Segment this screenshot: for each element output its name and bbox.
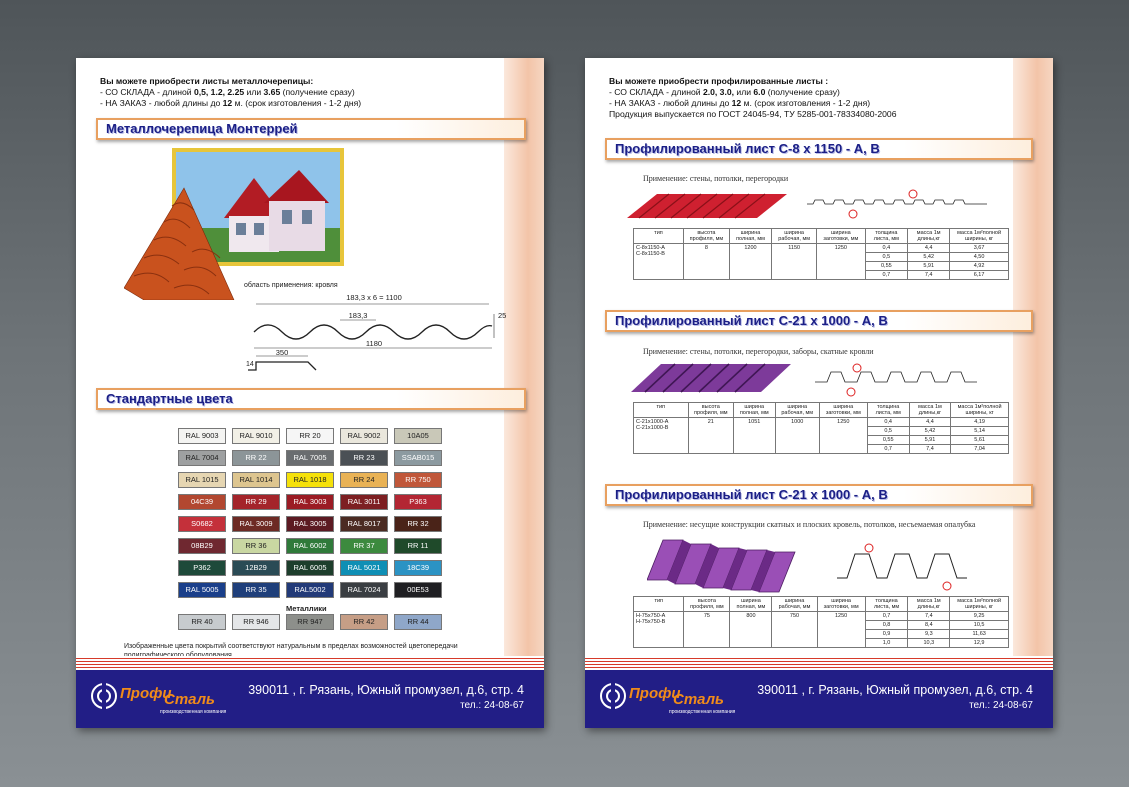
- table-header-cell: тип: [634, 403, 689, 418]
- table-cell: 3,67: [950, 244, 1009, 253]
- table-header-cell: масса 1м длины,кг: [909, 403, 950, 418]
- color-swatch: P363: [394, 494, 442, 510]
- color-swatch: RAL 7024: [340, 582, 388, 598]
- table-cell-types: С-8х1150-А С-8х1150-В: [634, 244, 684, 280]
- color-swatch: 08B29: [178, 538, 226, 554]
- color-swatch: RAL 7005: [286, 450, 334, 466]
- dim-height: 25: [498, 311, 507, 320]
- dim-width: 1180: [365, 339, 383, 348]
- colors-title: Стандартные цвета: [106, 391, 233, 406]
- color-swatch: RR 40: [178, 614, 226, 630]
- color-swatch: RR 32: [394, 516, 442, 532]
- logo-word-b: Сталь: [673, 691, 724, 708]
- color-swatch: RR 750: [394, 472, 442, 488]
- table-row: [634, 612, 1009, 621]
- table-cell: 9,25: [950, 612, 1009, 621]
- table-cell-full: 1200: [729, 244, 771, 280]
- color-swatch: RAL 3003: [286, 494, 334, 510]
- table-header-cell: масса 1м²полной ширины, кг: [950, 597, 1009, 612]
- dim-pitch: 183,3: [348, 311, 368, 320]
- table-row: [634, 418, 1009, 427]
- table-header-row: [634, 597, 1009, 612]
- product-3-sheet-illustration: [647, 532, 1007, 596]
- table-cell: 1,0: [865, 639, 908, 648]
- table-header-cell: тип: [634, 229, 684, 244]
- table-cell-height: 21: [688, 418, 733, 454]
- color-swatch: RR 42: [340, 614, 388, 630]
- table-header-cell: ширина заготовки, мм: [819, 403, 867, 418]
- table-cell: 0,9: [865, 630, 908, 639]
- product-1-title: Профилированный лист С-8 х 1150 - А, В: [615, 141, 880, 156]
- product-3-title: Профилированный лист С-21 х 1000 - А, В: [615, 487, 888, 502]
- logo-mark-icon: [88, 680, 228, 716]
- left-brochure-page: [76, 58, 544, 728]
- table-cell: 0,4: [867, 418, 909, 427]
- color-swatch: P362: [178, 560, 226, 576]
- table-header-cell: тип: [634, 597, 684, 612]
- table-header-cell: толщина листа, мм: [865, 597, 908, 612]
- table-cell: 5,61: [951, 436, 1009, 445]
- table-header-cell: высота профиля, мм: [683, 229, 729, 244]
- table-header-cell: масса 1м²полной ширины, кг: [950, 229, 1009, 244]
- table-cell-types: С-21х1000-А С-21х1000-В: [634, 418, 689, 454]
- table-cell: 4,4: [908, 244, 950, 253]
- metallics-label: Металлики: [286, 604, 327, 613]
- color-swatch: RAL 9002: [340, 428, 388, 444]
- table-cell: 5,91: [908, 262, 950, 271]
- intro-line3-value: 12: [222, 98, 233, 108]
- table-cell: 0,7: [865, 271, 908, 280]
- table-cell: 5,14: [951, 427, 1009, 436]
- table-header-cell: ширина полная, мм: [730, 597, 772, 612]
- table-cell: 7,4: [908, 271, 950, 280]
- intro-line2-value2: 3.65: [263, 87, 281, 97]
- table-cell: 7,4: [908, 612, 950, 621]
- color-swatch: RAL 7004: [178, 450, 226, 466]
- dim-total: 183,3 x 6 = 1100: [346, 293, 402, 302]
- table-cell: 6,17: [950, 271, 1009, 280]
- table-cell: 8,4: [908, 621, 950, 630]
- application-note: область применения: кровля: [244, 282, 338, 289]
- logo-subtitle: производственная компания: [160, 709, 227, 715]
- company-phone: тел.: 24-08-67: [460, 700, 524, 711]
- color-swatch: RR 44: [394, 614, 442, 630]
- table-cell: 4,50: [950, 253, 1009, 262]
- intro-line1: Вы можете приобрести листы металлочерепицы:: [100, 76, 314, 86]
- color-swatch: RAL5002: [286, 582, 334, 598]
- table-header-cell: ширина рабочая, мм: [772, 597, 817, 612]
- table-cell-blank: 1250: [817, 612, 865, 648]
- color-swatch: RR 24: [340, 472, 388, 488]
- company-logo: [597, 680, 737, 716]
- product-1-spec-table: [633, 228, 1009, 280]
- table-cell-types: Н-75х750-А Н-75х750-В: [634, 612, 684, 648]
- intro-line3-value: 12: [731, 98, 742, 108]
- intro-line2-values: 0,5, 1.2, 2.25: [193, 87, 245, 97]
- color-swatch: 00E53: [394, 582, 442, 598]
- house-photo-illustration: [124, 148, 348, 300]
- product-2-spec-table: [633, 402, 1009, 454]
- intro-line3-prefix: - НА ЗАКАЗ - любой длины до: [609, 98, 732, 108]
- table-header-cell: высота профиля, мм: [684, 597, 730, 612]
- left-footer: [76, 670, 544, 728]
- dim-step: 350: [275, 348, 289, 357]
- color-swatch: RR 29: [232, 494, 280, 510]
- product-1-application: Применение: стены, потолки, перегородки: [643, 174, 789, 183]
- color-swatch: RAL 5005: [178, 582, 226, 598]
- table-cell-work: 1000: [775, 418, 819, 454]
- tile-profile-drawing: [244, 290, 514, 382]
- title-banner-product-3: [605, 484, 1033, 506]
- table-cell: 5,42: [909, 427, 950, 436]
- intro-line2-value2: 6.0: [753, 87, 766, 97]
- company-address: 390011 , г. Рязань, Южный промузел, д.6, стр. 4: [757, 683, 1033, 697]
- product-title: Металлочерепица Монтеррей: [106, 121, 298, 136]
- logo-word-a: Профи: [629, 685, 681, 702]
- color-swatch: RR 23: [340, 450, 388, 466]
- color-swatch: RR 37: [340, 538, 388, 554]
- intro-line2-suffix: (получение сразу): [280, 87, 355, 97]
- intro-line3-suffix: м. (срок изготовления - 1-2 дня): [232, 98, 362, 108]
- logo-mark-icon: [597, 680, 737, 716]
- table-header-cell: толщина листа, мм: [867, 403, 909, 418]
- table-cell: 0,8: [865, 621, 908, 630]
- table-header-row: [634, 403, 1009, 418]
- table-header-row: [634, 229, 1009, 244]
- color-swatch: SSAB015: [394, 450, 442, 466]
- right-brochure-page: [585, 58, 1053, 728]
- intro-line2-values: 2.0, 3.0,: [702, 87, 735, 97]
- company-logo: [88, 680, 228, 716]
- table-cell-blank: 1250: [817, 244, 865, 280]
- intro-line3-suffix: м. (срок изготовления - 1-2 дня): [741, 98, 871, 108]
- table-cell: 9,3: [908, 630, 950, 639]
- table-header-cell: ширина заготовки, мм: [817, 597, 865, 612]
- color-swatch: S0682: [178, 516, 226, 532]
- table-header-cell: масса 1м длины,кг: [908, 229, 950, 244]
- dim-lip: 14: [246, 361, 254, 368]
- table-cell: 4,92: [950, 262, 1009, 271]
- logo-word-b: Сталь: [164, 691, 215, 708]
- table-header-cell: ширина полная, мм: [733, 403, 775, 418]
- color-swatch: RAL 6005: [286, 560, 334, 576]
- company-address: 390011 , г. Рязань, Южный промузел, д.6, стр. 4: [248, 683, 524, 697]
- color-swatch: RAL 1018: [286, 472, 334, 488]
- table-cell: 5,42: [908, 253, 950, 262]
- color-disclaimer: Изображенные цвета покрытий соответствуют натуральным в пределах возможностей цветопередачи: [124, 643, 458, 650]
- color-swatch: RR 947: [286, 614, 334, 630]
- color-swatch: 12B29: [232, 560, 280, 576]
- intro-line2-prefix: - СО СКЛАДА - длиной: [100, 87, 194, 97]
- color-swatch: RAL 9010: [232, 428, 280, 444]
- table-cell: 4,19: [951, 418, 1009, 427]
- color-swatch: RAL 3009: [232, 516, 280, 532]
- intro-line1: Вы можете приобрести профилированные листы :: [609, 76, 829, 86]
- intro-line4: Продукция выпускается по ГОСТ 24045-94, ТУ 5285-001-78334080-2006: [609, 109, 897, 119]
- color-swatch: RAL 1015: [178, 472, 226, 488]
- color-swatch: RAL 1014: [232, 472, 280, 488]
- table-cell-full: 1051: [733, 418, 775, 454]
- company-phone: тел.: 24-08-67: [969, 700, 1033, 711]
- color-swatch: RAL 3011: [340, 494, 388, 510]
- table-header-cell: ширина рабочая, мм: [775, 403, 819, 418]
- title-banner-product-1: [605, 138, 1033, 160]
- table-row: [634, 244, 1009, 253]
- logo-subtitle: производственная компания: [669, 709, 736, 715]
- table-header-cell: ширина рабочая, мм: [772, 229, 817, 244]
- intro-line2-prefix: - СО СКЛАДА - длиной: [609, 87, 703, 97]
- table-header-cell: масса 1м длины,кг: [908, 597, 950, 612]
- footer-stripes: [76, 656, 544, 670]
- intro-line2-mid: или: [734, 87, 754, 97]
- table-header-cell: ширина полная, мм: [729, 229, 771, 244]
- product-2-title: Профилированный лист С-21 х 1000 - А, В: [615, 313, 888, 328]
- table-cell-work: 750: [772, 612, 817, 648]
- product-2-application: Применение: стены, потолки, перегородки, заборы, скатные кровли: [643, 347, 874, 356]
- color-swatch: 10A05: [394, 428, 442, 444]
- table-cell: 0,4: [865, 244, 908, 253]
- product-1-sheet-illustration: [627, 186, 997, 228]
- color-swatch: RR 946: [232, 614, 280, 630]
- color-swatch: 04C39: [178, 494, 226, 510]
- product-3-application: Применение: несущие конструкции скатных и плоских кровель, потолков, несъемаемая опалубка: [643, 520, 976, 529]
- table-cell: 0,5: [865, 253, 908, 262]
- logo-word-a: Профи: [120, 685, 172, 702]
- color-swatch: RR 20: [286, 428, 334, 444]
- table-cell: 5,91: [909, 436, 950, 445]
- color-swatch: RAL 8017: [340, 516, 388, 532]
- table-header-cell: масса 1м²полной ширины, кг: [951, 403, 1009, 418]
- table-cell-blank: 1250: [819, 418, 867, 454]
- table-cell: 7,4: [909, 445, 950, 454]
- intro-line3-prefix: - НА ЗАКАЗ - любой длины до: [100, 98, 223, 108]
- color-swatch: RR 36: [232, 538, 280, 554]
- intro-line2-mid: или: [244, 87, 264, 97]
- table-cell: 7,04: [951, 445, 1009, 454]
- table-cell-full: 800: [730, 612, 772, 648]
- table-cell: 0,7: [865, 612, 908, 621]
- table-cell: 10,5: [950, 621, 1009, 630]
- intro-line2-suffix: (получение сразу): [765, 87, 840, 97]
- table-cell: 0,7: [867, 445, 909, 454]
- table-cell: 10,3: [908, 639, 950, 648]
- color-swatch: RAL 3005: [286, 516, 334, 532]
- right-footer: [585, 670, 1053, 728]
- product-3-spec-table: [633, 596, 1009, 648]
- title-banner-product-2: [605, 310, 1033, 332]
- color-swatch: RAL 9003: [178, 428, 226, 444]
- color-swatch: 18C39: [394, 560, 442, 576]
- left-intro-text: [100, 76, 361, 109]
- title-banner-colors: [96, 388, 526, 410]
- color-swatch: RR 35: [232, 582, 280, 598]
- color-swatch: RAL 5021: [340, 560, 388, 576]
- table-cell: 0,55: [867, 436, 909, 445]
- table-header-cell: ширина заготовки, мм: [817, 229, 865, 244]
- table-cell-height: 75: [684, 612, 730, 648]
- table-cell: 4,4: [909, 418, 950, 427]
- title-banner-monterrey: [96, 118, 526, 140]
- product-2-sheet-illustration: [631, 358, 1001, 402]
- table-header-cell: высота профиля, мм: [688, 403, 733, 418]
- table-header-cell: толщина листа, мм: [865, 229, 908, 244]
- right-intro-text: [609, 76, 897, 120]
- table-cell: 12,9: [950, 639, 1009, 648]
- footer-stripes: [585, 656, 1053, 670]
- color-swatch: RR 11: [394, 538, 442, 554]
- table-cell: 0,5: [867, 427, 909, 436]
- color-swatch: RR 22: [232, 450, 280, 466]
- table-cell-work: 1150: [772, 244, 817, 280]
- table-cell: 0,55: [865, 262, 908, 271]
- color-swatch: RAL 6002: [286, 538, 334, 554]
- table-cell: 11,63: [950, 630, 1009, 639]
- table-cell-height: 8: [683, 244, 729, 280]
